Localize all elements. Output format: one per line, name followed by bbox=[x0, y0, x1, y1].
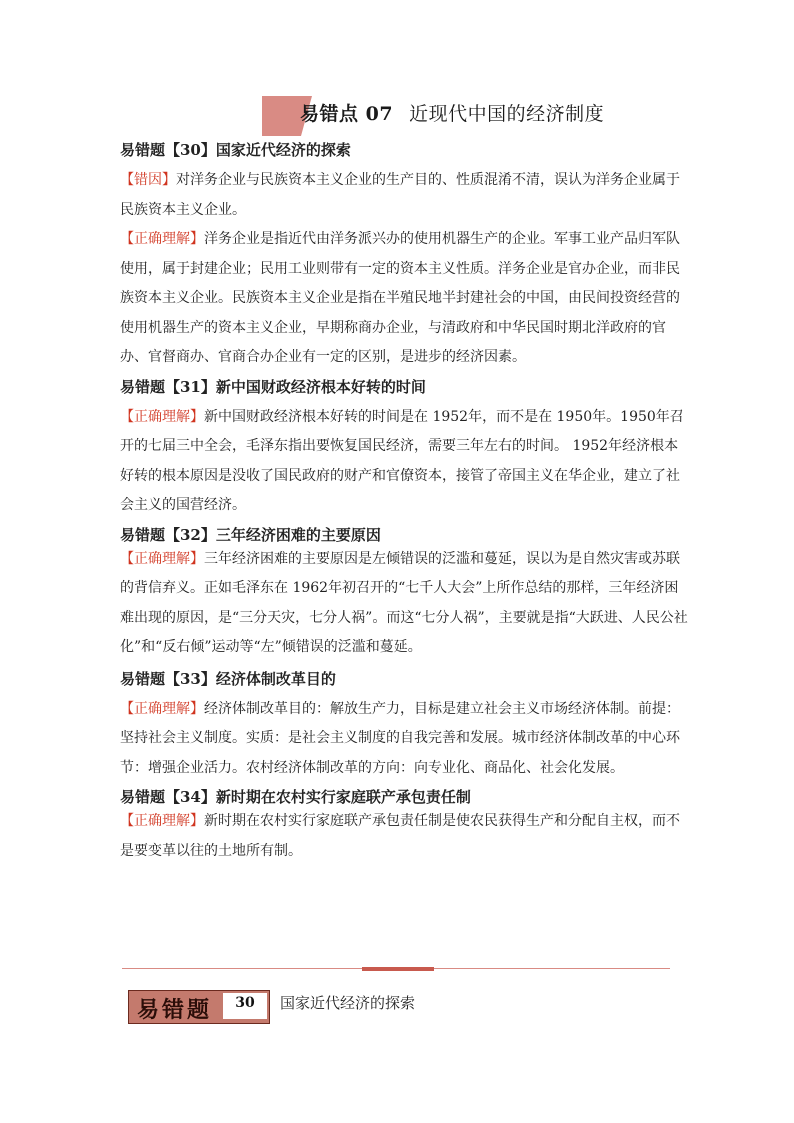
page-title bbox=[300, 99, 604, 126]
paragraph-tag: 【正确理解】 bbox=[120, 700, 204, 717]
paragraph-text: 经济体制改革目的：解放生产力，目标是建立社会主义市场经济体制。前提：坚持社会主义制度。实质：是社会主义制度的自我完善和发展。城市经济体制改革的中心环节：增强企业活力。农村经济体制改革的方向：向专业化、商品化、社会化发展。 bbox=[120, 700, 680, 776]
paragraph bbox=[120, 807, 690, 866]
question-heading: 易错题【31】新中国财政经济根本好转的时间 bbox=[120, 377, 426, 396]
question-section-33 bbox=[120, 669, 690, 784]
question-section-31 bbox=[120, 377, 690, 521]
paragraph-text: 对洋务企业与民族资本主义企业的生产目的、性质混淆不清，误认为洋务企业属于民族资本主义企业。 bbox=[120, 172, 680, 218]
page-title-topic: 近现代中国的经济制度 bbox=[409, 103, 605, 125]
question-heading: 易错题【30】国家近代经济的探索 bbox=[120, 141, 351, 159]
page-title-label: 易错点 07 bbox=[300, 103, 394, 125]
question-section-32 bbox=[120, 525, 690, 663]
question-section-30 bbox=[120, 140, 690, 373]
content-body bbox=[120, 140, 690, 866]
divider-accent bbox=[362, 967, 434, 971]
paragraph-tag: 【错因】 bbox=[120, 172, 176, 188]
question-number: 30 bbox=[223, 993, 267, 1019]
paragraph bbox=[120, 225, 690, 373]
paragraph-tag: 【正确理解】 bbox=[120, 408, 204, 425]
paragraph-text: 新中国财政经济根本好转的时间是在 1952年，而不是在 1950年。1950年召开的七届三中全会，毛泽东指出要恢复国民经济，需要三年左右的时间。 1952年经济根本好转的根本原因是没收了国民政府的财产和官僚资本，接管了帝国主义在华企业，建立了社会主义的国营经济。 bbox=[120, 408, 684, 513]
paragraph bbox=[120, 403, 690, 521]
paragraph-tag: 【正确理解】 bbox=[120, 231, 204, 247]
paragraph-tag: 【正确理解】 bbox=[120, 550, 204, 567]
paragraph bbox=[120, 545, 690, 663]
paragraph bbox=[120, 695, 690, 784]
question-title: 国家近代经济的探索 bbox=[280, 994, 416, 1012]
paragraph-text: 新时期在农村实行家庭联产承包责任制是使农民获得生产和分配自主权，而不是要变革以往的土地所有制。 bbox=[120, 813, 680, 859]
paragraph-tag: 【正确理解】 bbox=[120, 813, 204, 829]
paragraph-text: 三年经济困难的主要原因是左倾错误的泛滥和蔓延，误以为是自然灾害或苏联的背信弃义。正如毛泽东在 1962年初召开的“七千人大会”上所作总结的那样，三年经济困难出现的原因，是“三分天灾，七分人祸”。而这“七分人祸”，主要就是指“大跃进、人民公社化”和“反右倾”运动等“左”倾错误的泛滥和蔓延。 bbox=[120, 550, 688, 655]
question-label-box bbox=[128, 990, 270, 1024]
question-heading: 易错题【33】经济体制改革目的 bbox=[120, 669, 336, 688]
paragraph bbox=[120, 166, 690, 225]
question-label-word: 易错题 bbox=[137, 997, 213, 1023]
paragraph-text: 洋务企业是指近代由洋务派兴办的使用机器生产的企业。军事工业产品归军队使用，属于封建企业；民用工业则带有一定的资本主义性质。洋务企业是官办企业，而非民族资本主义企业。民族资本主义企业是指在半殖民地半封建社会的中国，由民间投资经营的使用机器生产的资本主义企业，早期称商办企业，与清政府和中华民国时期北洋政府的官办、官督商办、官商合办企业有一定的区别，是进步的经济因素。 bbox=[120, 231, 680, 365]
question-heading: 易错题【34】新时期在农村实行家庭联产承包责任制 bbox=[120, 788, 471, 806]
question-section-34 bbox=[120, 787, 690, 866]
question-heading: 易错题【32】三年经济困难的主要原因 bbox=[120, 525, 381, 544]
section-divider bbox=[122, 968, 670, 969]
section-banner bbox=[262, 96, 642, 136]
